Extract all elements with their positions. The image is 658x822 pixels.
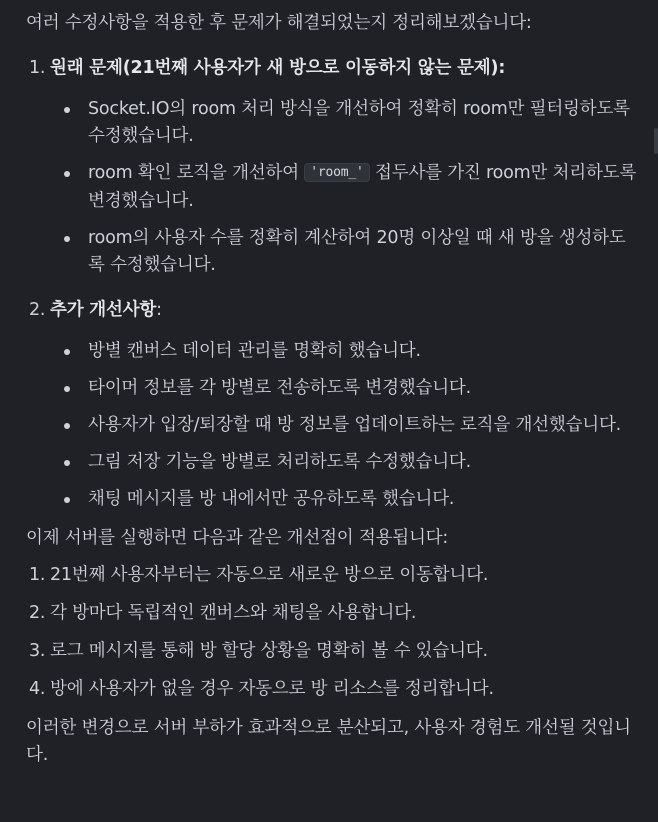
list-item (26, 160, 641, 215)
section-2-list (26, 338, 641, 513)
section-1 (26, 55, 641, 82)
list-item (26, 486, 641, 513)
conclusion-text: 이러한 변경으로 서버 부하가 효과적으로 분산되고, 사용자 경험도 개선될 것입니다. (26, 718, 631, 765)
list-item-text: 방별 캔버스 데이터 관리를 명확히 했습니다. (88, 341, 421, 361)
improvement-number: 3. (29, 641, 46, 661)
list-item (26, 338, 641, 365)
list-item (26, 225, 641, 279)
improvement-number: 2. (29, 603, 46, 623)
section-1-list (26, 96, 641, 279)
list-item (26, 412, 641, 439)
improvement-text: 각 방마다 독립적인 캔버스와 채팅을 사용합니다. (50, 603, 417, 623)
list-item-text: Socket.IO의 room 처리 방식을 개선하여 정확히 room만 필터링하도록 수정했습니다. (88, 99, 630, 146)
improvement-item (26, 676, 641, 703)
section-1-colon: : (498, 58, 506, 78)
bullet-icon (64, 236, 70, 242)
section-2-colon: : (156, 300, 162, 320)
inline-code: 'room_' (304, 163, 369, 182)
bullet-icon (64, 349, 70, 355)
list-item-text-after: 접두사를 가진 room만 처리하도록 변경했습니다. (88, 163, 637, 211)
improvement-number: 1. (29, 565, 46, 585)
improvement-text: 로그 메시지를 통해 방 할당 상황을 명확히 볼 수 있습니다. (50, 641, 488, 661)
list-item (26, 375, 641, 402)
list-item-text: 타이머 정보를 각 방별로 전송하도록 변경했습니다. (88, 378, 471, 398)
chat-message (26, 10, 641, 769)
improvement-item (26, 638, 641, 665)
bullet-icon (64, 497, 70, 503)
improvement-number: 4. (29, 679, 46, 699)
scrollbar-thumb[interactable] (654, 128, 658, 154)
improvements-intro: 이제 서버를 실행하면 다음과 같은 개선점이 적용됩니다: (26, 528, 449, 548)
bullet-icon (64, 171, 70, 177)
list-item-text-before: room 확인 로직을 개선하여 (88, 163, 305, 183)
improvement-text: 방에 사용자가 없을 경우 자동으로 방 리소스를 정리합니다. (50, 679, 494, 699)
list-item (26, 449, 641, 476)
improvement-item (26, 600, 641, 627)
improvement-item (26, 562, 641, 589)
section-2-number: 2. (29, 300, 46, 320)
bullet-icon (64, 460, 70, 466)
section-1-title: 원래 문제(21번째 사용자가 새 방으로 이동하지 않는 문제) (50, 58, 499, 78)
list-item-text: 그림 저장 기능을 방별로 처리하도록 수정했습니다. (88, 452, 471, 472)
section-2 (26, 297, 641, 324)
section-1-number: 1. (29, 58, 46, 78)
section-2-title: 추가 개선사항 (50, 300, 157, 320)
list-item (26, 96, 641, 150)
list-item-text: 채팅 메시지를 방 내에서만 공유하도록 했습니다. (88, 489, 455, 509)
intro-text: 여러 수정사항을 적용한 후 문제가 해결되었는지 정리해보겠습니다: (26, 13, 532, 33)
list-item-text: room의 사용자 수를 정확히 계산하여 20명 이상일 때 새 방을 생성하도록 수정했습니다. (88, 228, 626, 275)
bullet-icon (64, 423, 70, 429)
bullet-icon (64, 386, 70, 392)
bullet-icon (64, 107, 70, 113)
list-item-text: 사용자가 입장/퇴장할 때 방 정보를 업데이트하는 로직을 개선했습니다. (88, 415, 622, 435)
improvement-text: 21번째 사용자부터는 자동으로 새로운 방으로 이동합니다. (50, 565, 489, 585)
